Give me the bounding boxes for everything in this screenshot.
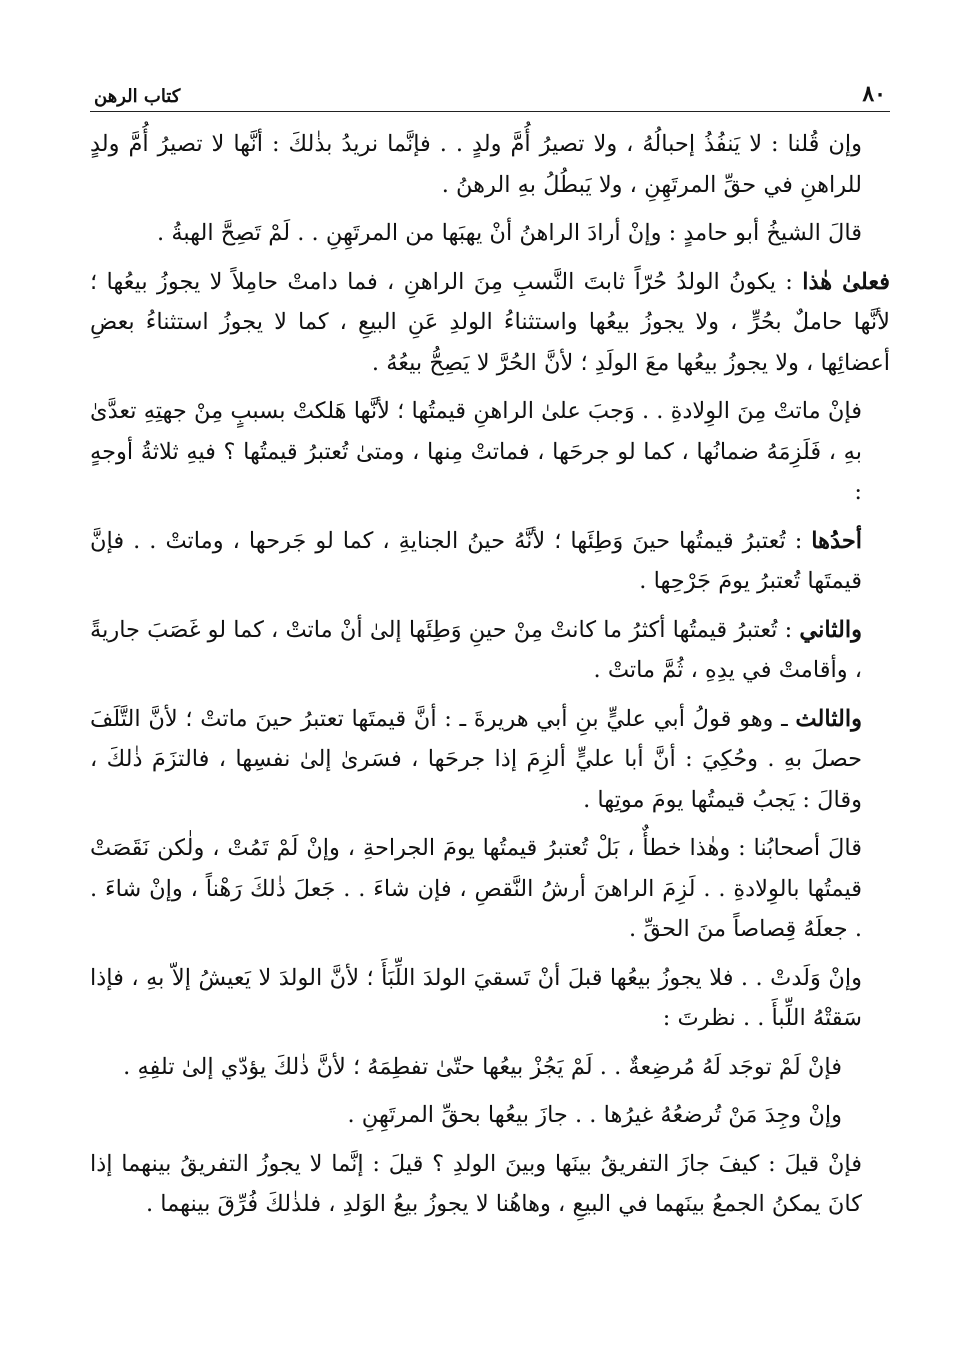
paragraph-lead: فعلىٰ هٰذا [802,268,890,295]
paragraph-lead: أحدُها [811,527,862,554]
paragraph [90,958,890,1039]
paragraph [90,262,890,384]
paragraph-text: فإنْ لَمْ توجَد لَهُ مُرضِعةٌ . . لَمْ يَجُزْ بيعُها حتّىٰ تفطِمَهُ ؛ لأنَّ ذٰلكَ يؤدّي إلىٰ تلفِهِ . [123,1053,842,1080]
paragraph-text: وإن قُلنا : لا يَنفُذُ إحبالُهُ ، ولا تصيرُ أُمَّ ولدٍ . . فإنَّما نريدُ بذٰلكَ : أنَّها لا تصيرُ أُمَّ ولدٍ للراهنِ في حقِّ المرتَهِنِ ، ولا يَبطُلُ بهِ الرهنُ . [90,131,862,198]
paragraph-text: : تُعتبرُ قيمتُها أكثرُ ما كانتْ مِنْ حينِ وَطِئَها إلىٰ أنْ ماتتْ ، كما لو غَصَبَ جاريةً ، وأقامتْ في يدِهِ ، ثُمَّ ماتتْ . [90,616,862,683]
paragraph [90,124,890,205]
paragraph-text: : يكونُ الولدُ حُرّاً ثابتَ النَّسبِ مِنَ الراهنِ ، فما دامتْ حامِلاً لا يجوزُ بيعُها ؛ لأنَّها حاملٌ بحُرٍّ ، ولا يجوزُ بيعُها واستثناءُ الولدِ عَنِ البيعِ ، كما لا يجوزُ استثناءُ بعضِ أعضائِها ، ولا يجوزُ بيعُها معَ الولَدِ ؛ لأنَّ الحُرَّ لا يَصِحُّ بيعُهُ . [90,268,890,376]
paragraph-text: قالَ الشيخُ أبو حامدٍ : وإنْ أرادَ الراهنُ أنْ يهبَها من المرتَهِنِ . . لَمْ تَصِحَّ الهبةُ . [157,220,862,246]
page-header [90,78,890,112]
book-page [90,78,890,1233]
paragraph [90,610,890,691]
running-title: كتاب الرهن [94,86,181,107]
paragraph-text: وإنْ وَلَدتْ . . فلا يجوزُ بيعُها قبلَ أنْ تَسقيَ الولدَ اللِّبَأَ ؛ لأنَّ الولدَ لا يَعيشُ إلاّ بهِ ، فإذا سَقتْهُ اللِّبأَ . . نظرتَ : [90,964,862,1031]
page-body [90,124,890,1225]
paragraph [90,1144,890,1225]
paragraph [90,699,890,821]
paragraph [90,1095,890,1136]
paragraph-lead: والثاني [799,616,862,643]
paragraph-text: قالَ أصحابُنا : وهٰذا خطأٌ ، بَلْ تُعتبرُ قيمتُها يومَ الجراحةِ ، وإنْ لَمْ تَمُتْ ، ولٰكن نَقَصَتْ قيمتُها بالوِلادةِ . . لَزِمَ الراهنَ أرشُ النَّقصِ ، فإن شاءَ . . جَعلَ ذٰلكَ رَهْناً ، وإنْ شاءَ . . جعلَهُ قِصاصاً منَ الحقِّ . [90,835,862,942]
paragraph [90,521,890,602]
paragraph-text: ـ وهو قولُ أبي عليٍّ بنِ أبي هريرةَ ـ : أنَّ قيمتَها تعتبرُ حينَ ماتتْ ؛ لأنَّ التَّلَفَ حصلَ بهِ . وحُكِيَ : أنَّ أبا عليٍّ ألزِمَ إذا جرحَها ، فسَرىٰ إلىٰ نفسِها ، فالتزَمَ ذٰلكَ ، وقالَ : يَجبُ قيمتُها يومَ موتِها . [90,705,862,813]
page-number: ٨٠ [862,81,886,107]
paragraph-text: فإنْ قيلَ : كيفَ جازَ التفريقُ بينَها وبينَ الولدِ ؟ قيلَ : إنَّما لا يجوزُ التفريقُ بينهما إذا كانَ يمكنُ الجمعُ بينَهما في البيعِ ، وهاهُنا لا يجوزُ بيعُ الوَلدِ ، فلذٰلكَ فُرِّقَ بينهما . [90,1150,862,1217]
paragraph-text: : تُعتبرُ قيمتُها حينَ وَطِئَها ؛ لأنَّهُ حينُ الجنايةِ ، كما لو جَرحها ، وماتتْ . . فإنَّ قيمتَها تُعتبرُ يومَ جَرْحِها . [90,527,862,594]
paragraph [90,213,890,254]
paragraph-text: وإنْ وجِدَ مَنْ تُرضعُهُ غيرُها . . جازَ بيعُها بحقِّ المرتَهِنِ . [347,1102,842,1128]
paragraph-lead: والثالث [795,705,862,732]
paragraph [90,828,890,950]
paragraph-text: فإنْ ماتتْ مِنَ الوِلادةِ . . وَجبَ علىٰ الراهنِ قيمتُها ؛ لأنَّها هَلكتْ بسببٍ مِنْ جهتِهِ تعدَّىٰ بهِ ، فَلَزِمَهُ ضمانُها ، كما لو جرحَها ، فماتتْ مِنها ، ومتىٰ تُعتبرُ قيمتُها ؟ فيهِ ثلاثةُ أوجهٍ : [90,398,862,505]
paragraph [90,1047,890,1088]
paragraph [90,391,890,513]
